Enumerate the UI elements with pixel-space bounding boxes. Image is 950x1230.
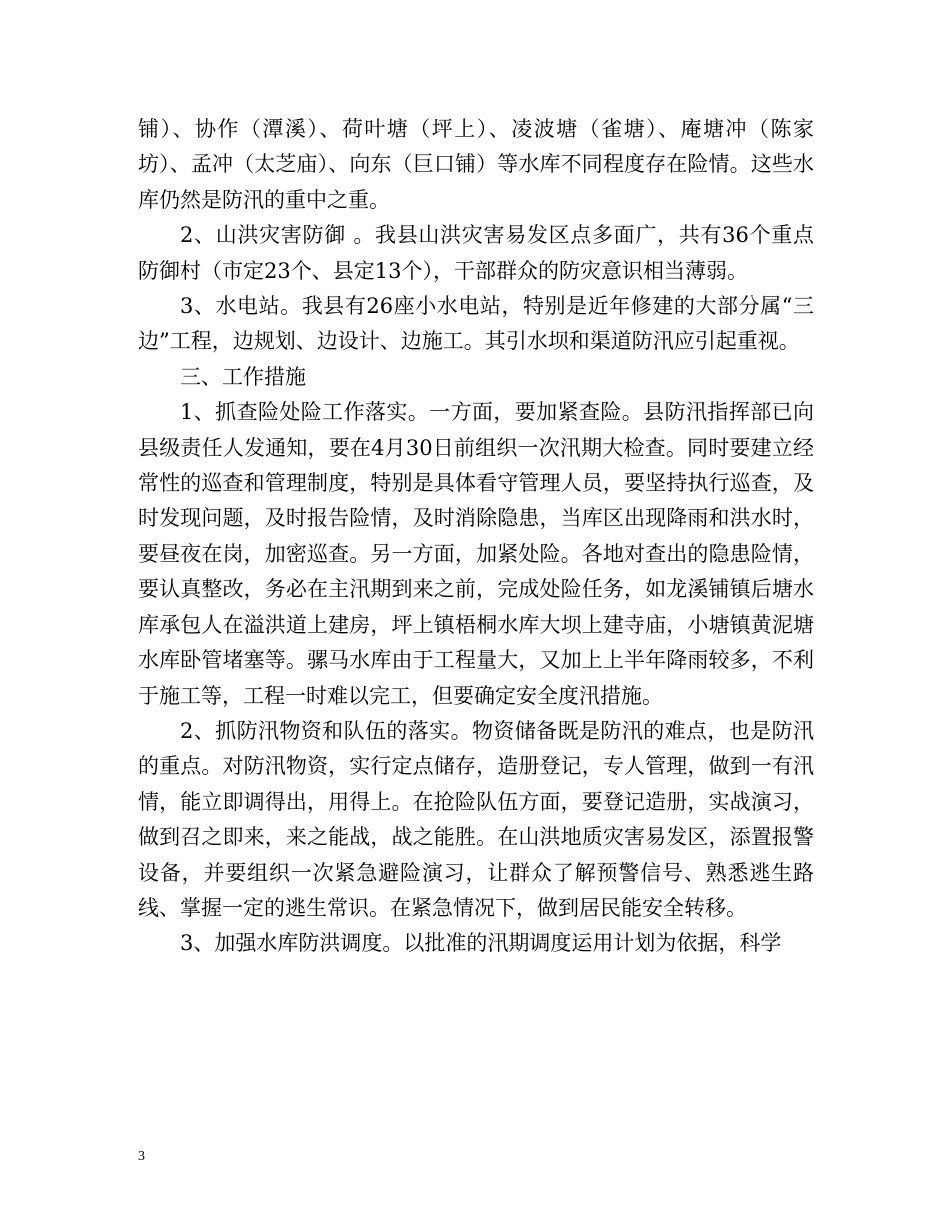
paragraph-materials-and-teams: 2、抓防汛物资和队伍的落实。物资储备既是防汛的难点，也是防汛的重点。对防汛物资，实行定点储存，造册登记，专人管理，做到一有汛情，能立即调得出，用得上。在抢险队伍方面，要登记造册，实战演习，做到召之即来，来之能战，战之能胜。在山洪地质灾害易发区，添置报警设备，并要组织一次紧急避险演习，让群众了解预警信号、熟悉逃生路线、掌握一定的逃生常识。在紧急情况下，做到居民能安全转移。	[138, 718, 814, 920]
section-heading-work-measures: 三、工作措施	[180, 364, 306, 389]
paragraph-reservoir-dangers: 铺）、协作（潭溪）、荷叶塘（坪上）、凌波塘（雀塘）、庵塘冲（陈家坊）、孟冲（太芝庙）、向东（巨口铺）等水库不同程度存在险情。这些水库仍然是防汛的重中之重。	[138, 117, 814, 212]
document-body	[138, 112, 814, 962]
paragraph-hydropower-stations: 3、水电站。我县有26座小水电站，特别是近年修建的大部分属“三边”工程，边规划、边设计、边施工。其引水坝和渠道防汛应引起重视。	[138, 294, 814, 354]
paragraph-flash-flood-prevention: 2、山洪灾害防御 。我县山洪灾害易发区点多面广，共有36个重点防御村（市定23个、县定13个），干部群众的防灾意识相当薄弱。	[138, 223, 814, 283]
page-number: 3	[138, 1149, 145, 1164]
paragraph-inspection-and-repair: 1、抓查险处险工作落实。一方面，要加紧查险。县防汛指挥部已向县级责任人发通知，要在4月30日前组织一次汛期大检查。同时要建立经常性的巡查和管理制度，特别是具体看守管理人员，要坚持执行巡查，及时发现问题，及时报告险情，及时消除隐患，当库区出现降雨和洪水时，要昼夜在岗，加密巡查。另一方面，加紧处险。各地对查出的隐患险情，要认真整改，务必在主汛期到来之前，完成处险任务，如龙溪铺镇后塘水库承包人在溢洪道上建房，坪上镇梧桐水库大坝上建寺庙，小塘镇黄泥塘水库卧管堵塞等。骡马水库由于工程量大，又加上上半年降雨较多，不利于施工等，工程一时难以完工，但要确定安全度汛措施。	[138, 400, 814, 708]
paragraph-reservoir-dispatch: 3、加强水库防洪调度。以批准的汛期调度运用计划为依据，科学	[180, 931, 782, 956]
